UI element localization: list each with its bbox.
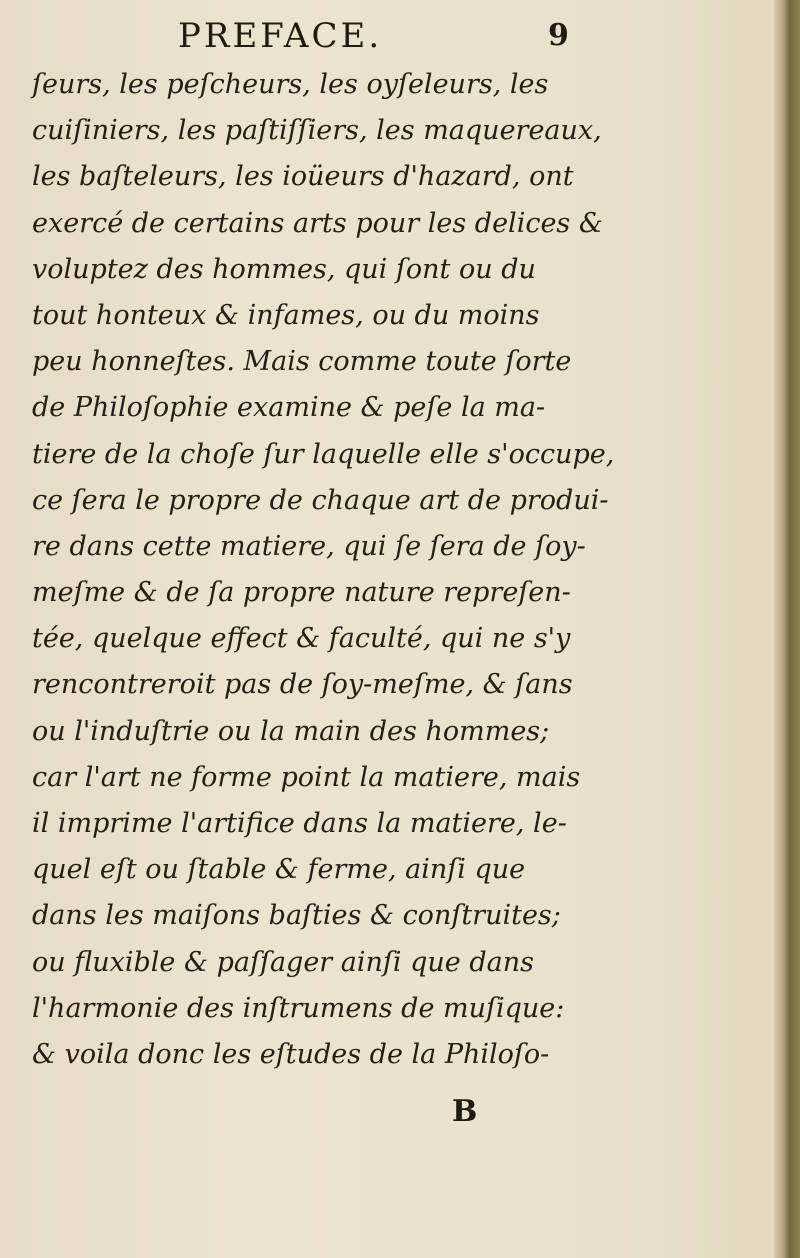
text-line: l'harmonie des inſtrumens de muſique: [32,992,565,1024]
signature-mark: B [452,1094,478,1129]
text-line: quel eſt ou ſtable & ferme, ainſi que [32,854,526,886]
text-line: peu honneſtes. Mais comme toute ſorte [32,346,572,378]
page-gutter-edge [774,0,800,1258]
text-line: voluptez des hommes, qui ſont ou du [32,253,536,285]
text-line: tiere de la choſe ſur laquelle elle s'occupe, [32,438,615,470]
text-line: meſme & de ſa propre nature repreſen- [32,577,571,609]
page-number: 9 [548,18,569,53]
text-line: ſeurs, les peſcheurs, les oyſeleurs, les [32,69,549,100]
text-line: ou fluxible & paſſager ainſi que dans [32,946,534,978]
text-line: ce ſera le propre de chaque art de produi- [32,484,609,516]
body-text [32,62,622,1078]
text-line: tée, quelque effect & faculté, qui ne s'y [32,623,571,655]
text-line: rencontreroit pas de ſoy-meſme, & ſans [32,669,573,701]
page-header [0,12,800,62]
text-line: tout honteux & infames, ou du moins [32,299,540,331]
text-line: ou l'induſtrie ou la main des hommes; [32,715,550,747]
text-line: de Philoſophie examine & peſe la ma- [32,392,546,424]
text-line: car l'art ne forme point la matiere, mais [32,761,581,793]
text-line: dans les maiſons baſties & conſtruites; [32,900,561,932]
text-line: & voila donc les eſtudes de la Philoſo- [32,1038,550,1070]
text-line: les baſteleurs, les ioüeurs d'hazard, ont [32,161,574,193]
text-line: re dans cette matiere, qui ſe ſera de ſoy- [32,530,586,562]
text-line: il imprime l'artifice dans la matiere, le- [32,808,567,839]
text-line: exercé de certains arts pour les delices & [32,207,603,239]
text-line: cuiſiniers, les paſtiſſiers, les maquereaux, [32,115,602,147]
running-head: PREFACE. [178,16,383,56]
